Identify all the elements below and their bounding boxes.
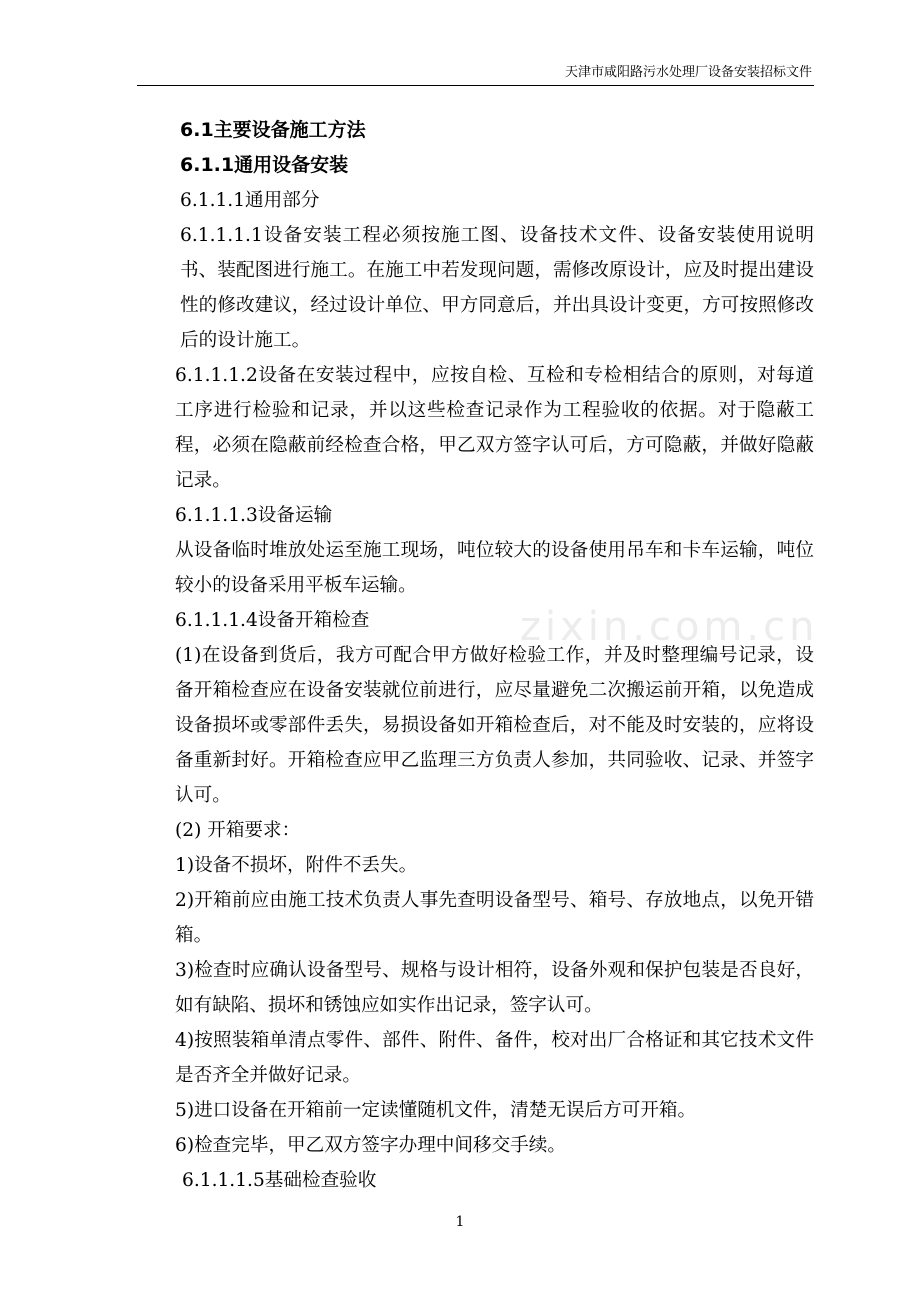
document-header-title: 天津市咸阳路污水处理厂设备安装招标文件 bbox=[564, 65, 812, 80]
paragraph-transport: 从设备临时堆放处运至施工现场，吨位较大的设备使用吊车和卡车运输，吨位较小的设备采用平板车运输。 bbox=[175, 540, 814, 596]
section-heading-6-1-1: 6.1.1通用设备安装 bbox=[180, 154, 349, 176]
paragraph-unpacking-1: (1)在设备到货后，我方可配合甲方做好检验工作，并及时整理编号记录，设备开箱检查应在设备安装就位前进行，应尽量避免二次搬运前开箱，以免造成设备损坏或零部件丢失，易损设备如开箱检查后，对不能及时安装的，应将设备重新封好。开箱检查应甲乙监理三方负责人参加，共同验收、记录、并签字认可。 bbox=[175, 645, 814, 806]
list-item-3: 3)检查时应确认设备型号、规格与设计相符，设备外观和保护包装是否良好，如有缺陷、损坏和锈蚀应如实作出记录，签字认可。 bbox=[175, 960, 814, 1016]
paragraph-unpacking-2: (2) 开箱要求： bbox=[175, 820, 301, 841]
watermark: zixin.com.cn bbox=[520, 604, 819, 650]
document-body bbox=[140, 113, 814, 1198]
section-heading-6-1: 6.1主要设备施工方法 bbox=[180, 119, 366, 141]
subsection-heading-6-1-1-1-3: 6.1.1.1.3设备运输 bbox=[175, 505, 333, 526]
subsection-heading-6-1-1-1-4: 6.1.1.1.4设备开箱检查 bbox=[175, 610, 370, 631]
list-item-6: 6)检查完毕，甲乙双方签字办理中间移交手续。 bbox=[175, 1135, 566, 1156]
subsection-heading-6-1-1-1: 6.1.1.1通用部分 bbox=[180, 190, 320, 211]
list-item-2: 2)开箱前应由施工技术负责人事先查明设备型号、箱号、存放地点，以免开错箱。 bbox=[175, 890, 814, 946]
paragraph-6-1-1-1-2: 6.1.1.1.2设备在安装过程中，应按自检、互检和专检相结合的原则，对每道工序进行检验和记录，并以这些检查记录作为工程验收的依据。对于隐蔽工程，必须在隐蔽前经检查合格，甲乙双方签字认可后，方可隐蔽，并做好隐蔽记录。 bbox=[175, 365, 814, 491]
list-item-4: 4)按照装箱单清点零件、部件、附件、备件，校对出厂合格证和其它技术文件是否齐全并做好记录。 bbox=[175, 1030, 814, 1086]
list-item-1: 1)设备不损坏，附件不丢失。 bbox=[175, 855, 418, 876]
list-item-5: 5)进口设备在开箱前一定读懂随机文件，清楚无误后方可开箱。 bbox=[175, 1100, 697, 1121]
page-number: 1 bbox=[455, 1214, 465, 1230]
header-rule bbox=[137, 85, 814, 86]
paragraph-6-1-1-1-1: 6.1.1.1.1设备安装工程必须按施工图、设备技术文件、设备安装使用说明书、装配图进行施工。在施工中若发现问题，需修改原设计，应及时提出建设性的修改建议，经过设计单位、甲方同意后，并出具设计变更，方可按照修改后的设计施工。 bbox=[180, 225, 814, 351]
subsection-heading-6-1-1-1-5: 6.1.1.1.5基础检查验收 bbox=[182, 1170, 377, 1191]
